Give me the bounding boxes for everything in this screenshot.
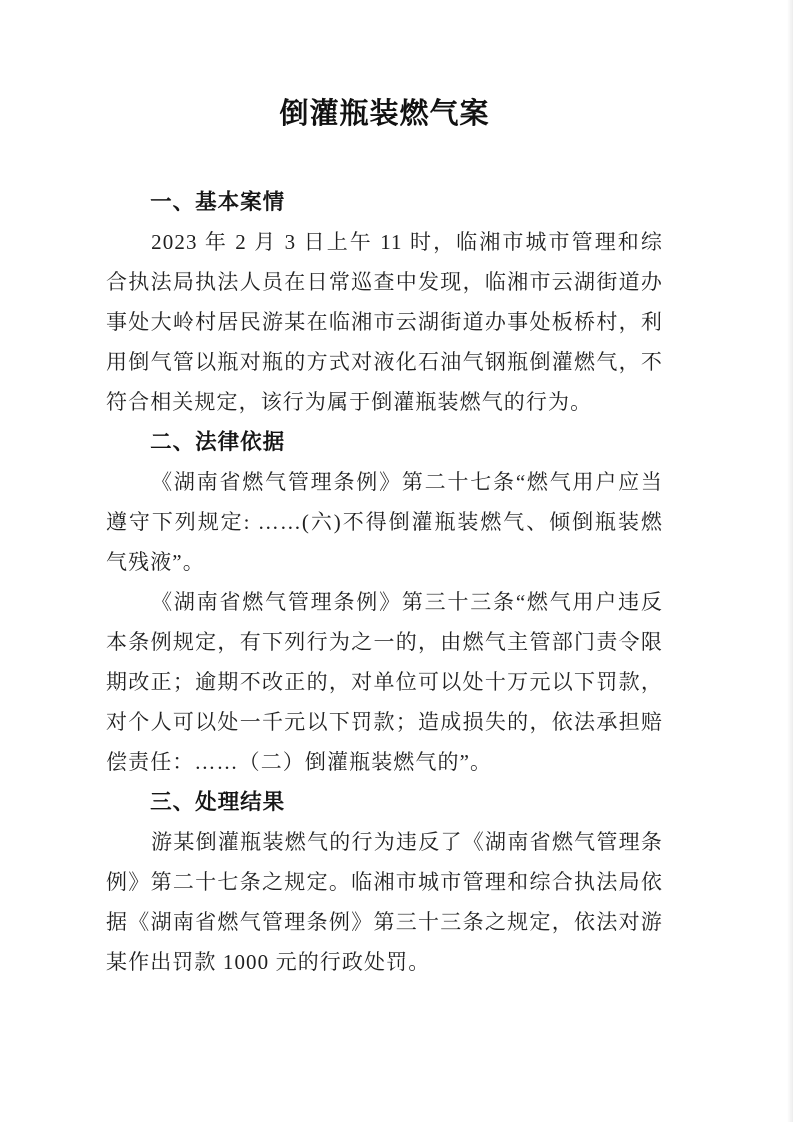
- section-heading-basic-facts: 一、基本案情: [150, 190, 286, 214]
- paragraph-legal-basis-article-33: 《湖南省燃气管理条例》第三十三条“燃气用户违反本条例规定，有下列行为之一的，由燃气主管部门责令限期改正；逾期不改正的，对单位可以处十万元以下罚款，对个人可以处一千元以下罚款；造成损失的，依法承担赔偿责任：……（二）倒灌瓶装燃气的”。: [106, 590, 663, 774]
- document-content: [106, 93, 663, 982]
- section-heading-handling-result: 三、处理结果: [150, 790, 286, 814]
- section-legal-basis: [106, 422, 663, 782]
- section-handling-result: [106, 782, 663, 982]
- document-title: 倒灌瓶装燃气案: [279, 98, 490, 130]
- section-heading-legal-basis: 二、法律依据: [150, 430, 286, 454]
- section-basic-facts: [106, 182, 663, 422]
- paragraph-handling-result: 游某倒灌瓶装燃气的行为违反了《湖南省燃气管理条例》第二十七条之规定。临湘市城市管理和综合执法局依据《湖南省燃气管理条例》第三十三条之规定，依法对游某作出罚款 1000 元的行政处罚。: [106, 830, 663, 974]
- paragraph-legal-basis-article-27: 《湖南省燃气管理条例》第二十七条“燃气用户应当遵守下列规定: ……(六)不得倒灌瓶装燃气、倾倒瓶装燃气残液”。: [106, 470, 663, 574]
- paragraph-basic-facts: 2023 年 2 月 3 日上午 11 时，临湘市城市管理和综合执法局执法人员在日常巡查中发现，临湘市云湖街道办事处大岭村居民游某在临湘市云湖街道办事处板桥村，利用倒气管以瓶对瓶的方式对液化石油气钢瓶倒灌燃气，不符合相关规定，该行为属于倒灌瓶装燃气的行为。: [106, 230, 663, 414]
